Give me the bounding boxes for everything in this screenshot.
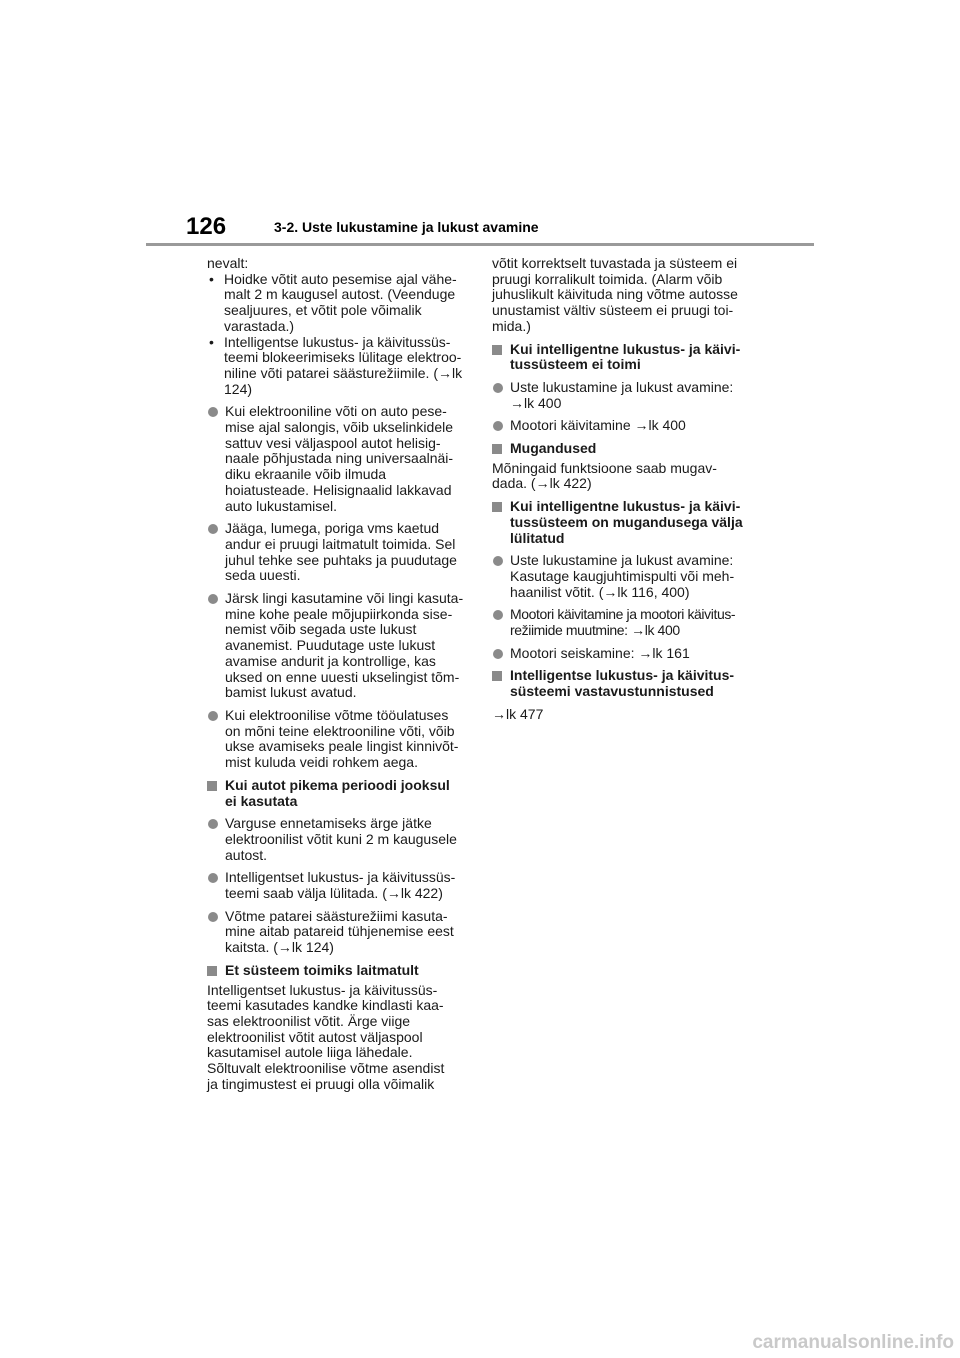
list-item-text: Mootori seiskamine: →lk 161 <box>510 644 690 661</box>
continued-text: nevalt: <box>207 255 249 271</box>
square-bullet-icon <box>492 444 502 454</box>
heading-text: Intelligentse lukustus- ja käivitus- süsteemi vastavustunnistused <box>510 667 735 700</box>
subsection-heading <box>492 668 756 699</box>
list-item-text: Uste lukustamine ja lukust avamine: →lk 400 <box>510 378 734 411</box>
circle-bullet-icon <box>493 610 503 620</box>
circle-bullet-icon <box>208 407 218 417</box>
circle-bullet-icon <box>493 383 503 393</box>
list-item-text: Hoidke võtit auto pesemise ajal vähe- malt 2 m kaugusel autost. (Veenduge sealjuures, et võtit pole võimalik varastada.) <box>224 270 457 334</box>
list-item <box>207 404 471 514</box>
page-number: 126 <box>186 213 227 240</box>
circle-bullet-icon <box>493 421 503 431</box>
circle-bullet-icon <box>493 649 503 659</box>
subsection-heading <box>492 441 756 457</box>
square-bullet-icon <box>207 781 217 791</box>
list-item <box>207 272 471 335</box>
subsection-heading <box>492 342 756 373</box>
list-item-text: Kui elektroonilise võtme tööulatuses on mõni teine elektrooniline võti, võib ukse avamiseks peale lingist kinnivõt- mist kuluda veidi rohkem aega. <box>225 706 459 771</box>
list-item-text: Intelligentse lukustus- ja käivitussüs- teemi blokeerimiseks lülitage elektroo- niline võti patarei säästurežiimile. (→lk 124) <box>224 333 463 397</box>
bullet-icon: • <box>209 333 214 350</box>
body-paragraph: Mõningaid funktsioone saab mugav- dada. (→lk 422) <box>492 459 717 492</box>
heading-text: Kui intelligentne lukustus- ja käivi- tussüsteem on mugandusega välja lülitatud <box>510 498 743 546</box>
body-paragraph: →lk 477 <box>492 705 544 722</box>
continued-text: võtit korrektselt tuvastada ja süsteem ei pruugi korralikult toimida. (Alarm võib juhuslikult käivituda ning võtme autosse unustamist vältiv süsteem ei pruugi toi- mida.) <box>492 255 738 334</box>
list-item-text: Jääga, lumega, poriga vms kaetud andur ei pruugi laitmatult toimida. Sel juhul tehke see puhtaks ja puudutage seda uuesti. <box>225 520 457 584</box>
list-item <box>492 418 756 434</box>
square-bullet-icon <box>207 966 217 976</box>
heading-text: Et süsteem toimiks laitmatult <box>225 961 419 978</box>
bullet-icon: • <box>209 270 214 287</box>
body-paragraph: Intelligentset lukustus- ja käivitussüs- teemi kasutades kandke kindlasti kaa- sas elektroonilist võtit. Ärge viige elektroonilist võtit autost väljaspool kasutamisel autole liiga lähedale. Sõltuvalt elektroonilise võtme asendist ja tingimustest ei pruugi olla võimalik <box>207 981 445 1092</box>
list-item <box>207 870 471 901</box>
heading-text: Mugandused <box>510 440 597 457</box>
subsection-heading <box>492 499 756 546</box>
circle-bullet-icon <box>208 524 218 534</box>
list-item-text: Mootori käivitamine ja mootori käivitus- režiimide muutmine: →lk 400 <box>510 606 736 639</box>
heading-text: Kui autot pikema perioodi jooksul ei kasutata <box>225 776 450 809</box>
square-bullet-icon <box>492 345 502 355</box>
circle-bullet-icon <box>208 912 218 922</box>
list-item <box>207 335 471 398</box>
list-item-text: Varguse ennetamiseks ärge jätke elektroonilist võtit kuni 2 m kaugusele autost. <box>225 815 457 863</box>
subsection-heading <box>207 778 471 809</box>
circle-bullet-icon <box>208 873 218 883</box>
list-item-text: Võtme patarei säästurežiimi kasuta- mine aitab patareid tühjenemise eest kaitsta. (→lk 124) <box>225 907 454 956</box>
list-item-text: Kui elektrooniline võti on auto pese- mise ajal salongis, võib ukselinkidele sattuv vesi väljaspool autot helisig- naale põhjustada ning universaalnäi- diku ekraanile võib ilmuda hoiatusteade. Helisignaalid lakkavad auto lukustamisel. <box>225 403 454 514</box>
circle-bullet-icon <box>208 819 218 829</box>
list-item <box>207 816 471 863</box>
list-item <box>492 607 756 638</box>
header-rule <box>146 243 814 246</box>
list-item <box>207 521 471 584</box>
square-bullet-icon <box>492 502 502 512</box>
left-column <box>207 256 471 1092</box>
watermark: carmanualsonline.info <box>752 1332 954 1353</box>
list-item-text: Uste lukustamine ja lukust avamine: Kasutage kaugjuhtimispulti või meh- haanilist võtit. (→lk 116, 400) <box>510 552 735 600</box>
right-column <box>492 256 756 723</box>
square-bullet-icon <box>492 671 502 681</box>
list-item <box>492 553 756 600</box>
subsection-heading <box>207 963 471 979</box>
circle-bullet-icon <box>208 711 218 721</box>
list-item <box>492 646 756 662</box>
list-item-text: Järsk lingi kasutamine või lingi kasuta- mine kohe peale mõjupiirkonda sise- nemist võib segada uste lukust avanemist. Puudutage uste lukust avamise andurit ja kontrollige, kas uksed on enne uuesti ukselingist tõm- bamist lukust avatud. <box>225 590 464 701</box>
list-item <box>207 909 471 956</box>
list-item <box>207 591 471 701</box>
section-title: 3-2. Uste lukustamine ja lukust avamine <box>274 219 539 235</box>
circle-bullet-icon <box>208 594 218 604</box>
list-item-text: Mootori käivitamine →lk 400 <box>510 417 686 434</box>
list-item <box>207 708 471 771</box>
heading-text: Kui intelligentne lukustus- ja käivi- tussüsteem ei toimi <box>510 340 741 373</box>
circle-bullet-icon <box>493 556 503 566</box>
list-item <box>492 380 756 411</box>
list-item-text: Intelligentset lukustus- ja käivitussüs- teemi saab välja lülitada. (→lk 422) <box>225 869 456 902</box>
